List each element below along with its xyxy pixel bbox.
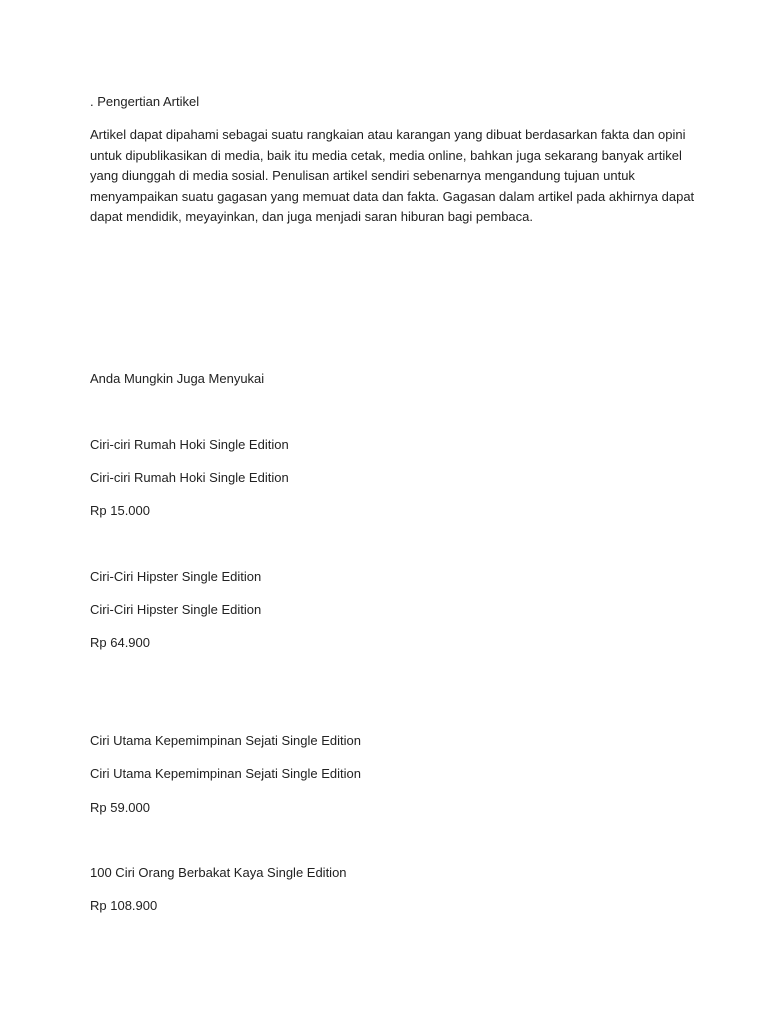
recommendation-title-link[interactable]: Ciri-ciri Rumah Hoki Single Edition [90,437,289,452]
recommendation-title-link[interactable]: 100 Ciri Orang Berbakat Kaya Single Edition [90,865,347,880]
paragraph-line: Artikel dapat dipahami sebagai suatu rangkaian atau karangan yang dibuat berdasarkan fakta dan opini [90,127,686,142]
recommendation-price: Rp 108.900 [90,898,158,913]
recommendation-price: Rp 15.000 [90,503,150,518]
recommendation-title-link[interactable]: Ciri-Ciri Hipster Single Edition [90,569,262,584]
recommendation-title-link[interactable]: Ciri Utama Kepemimpinan Sejati Single Edition [90,733,361,748]
recommendation-subtitle: Ciri-Ciri Hipster Single Edition [90,602,262,617]
paragraph-line: untuk dipublikasikan di media, baik itu media cetak, media online, bahkan juga sekarang banyak artikel [90,147,682,163]
paragraph-line: dapat mendidik, meyayinkan, dan juga menjadi saran hiburan bagi pembaca. [90,209,534,225]
recommendation-subtitle: Ciri-ciri Rumah Hoki Single Edition [90,470,289,485]
article-heading: . Pengertian Artikel [90,94,200,109]
paragraph-line: menyampaikan suatu gagasan yang memuat data dan fakta. Gagasan dalam artikel pada akhirnya dapat [90,188,695,204]
recommendations-heading: Anda Mungkin Juga Menyukai [90,371,265,386]
recommendation-price: Rp 64.900 [90,635,150,650]
recommendation-subtitle: Ciri Utama Kepemimpinan Sejati Single Edition [90,766,361,781]
recommendation-price: Rp 59.000 [90,800,150,815]
article-paragraph [90,125,695,228]
paragraph-line: yang diunggah di media sosial. Penulisan artikel sendiri sebenarnya mengandung tujuan untuk [90,168,635,184]
